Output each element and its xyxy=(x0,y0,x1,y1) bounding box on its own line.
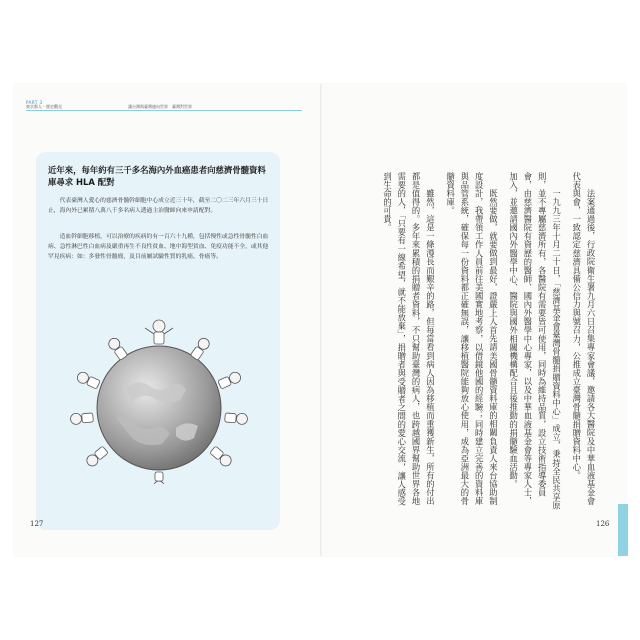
book-spread xyxy=(14,84,626,556)
vertical-body-text xyxy=(342,172,598,512)
body-paragraph-3: 既然要做，就要做到最好，證嚴上人首先請美國骨髓資料庫的相關負責人來台協助制度設計，我帶領工作人員前往美國實地考察，以借鏡他國的經驗；同時建立完善的資料庫與品管系統，確保每一份資料都正確無誤，讓移植醫院能夠放心使用，成為亞洲最大的骨髓資料庫。 xyxy=(445,172,499,506)
part-label: PART 3 xyxy=(26,100,43,105)
info-box-title: 近年來，每年約有三千多名海內外血癌患者向慈濟骨髓資料庫尋求 HLA 配對 xyxy=(48,165,266,188)
body-paragraph-2: 一九九三年十月二十日，「慈濟基金會臺灣骨髓捐贈資料中心」成立，秉持全民共享原則，並不專屬慈濟所有，各醫院有需要皆可使用，同時為維持品質，設立技術指導委員會，由慈濟醫院有資歷的醫師、國內外醫學中心專家，以及中華血液基金會等專家人士，加入，並邀請國內外醫學中心、醫院與國外相關機構配合且後推動的捐髓驗血活動。 xyxy=(508,172,562,510)
info-box xyxy=(36,152,280,530)
chapter-tab xyxy=(618,504,628,556)
header-rule xyxy=(26,110,302,111)
book-gutter xyxy=(320,84,322,556)
globe-children-illustration xyxy=(56,278,262,484)
body-paragraph-4: 雖然，這是一條漫長而艱辛的路，但每當看到病人因為移植而重獲新生，所有的付出都是值得的。多年來累積的捐贈者資料，不只幫助臺灣的病人，也跨越國界幫助世界各地需要的人，「只要有一線希望，就不能放棄」，捐贈者與受贈者之間的愛心交流，讓人感受到生命的可貴。 xyxy=(382,172,436,506)
info-box-paragraph-1: 代表臺灣人愛心的慈濟骨髓幹細胞中心成立近三十年，截至二〇二三年六月三十日止，海內外已累積八萬八千多名病人透過主治醫師向來申請配對。 xyxy=(48,198,269,215)
header-subtitle: 讓台灣與臺灣連向世界 臺灣對世界 xyxy=(128,104,192,109)
info-box-paragraph-2: 造血幹細胞移植，可以治療的疾病約有一百六十九種，包括慢性或急性骨髓性白血病、急性淋巴性白血病及嚴重再生不良性貧血、地中海型貧血、免疫功能不全，或其他罕見疾病：如：多發性骨髓瘤，及目前屬試驗性質的乳癌、骨癌等。 xyxy=(48,234,269,261)
body-paragraph-1: 法案通過後，行政院衛生署九月六日召集專家會議，邀請各大醫院及中華血液基金會代表與會，一致認定慈濟具備公信力與號召力，公推成立臺灣骨髓捐贈資料中心。 xyxy=(571,172,596,505)
page-number-left: 127 xyxy=(30,520,44,528)
page-number-right: 126 xyxy=(596,520,610,528)
header-title: 東京都人・歷史觀光 xyxy=(26,104,62,109)
